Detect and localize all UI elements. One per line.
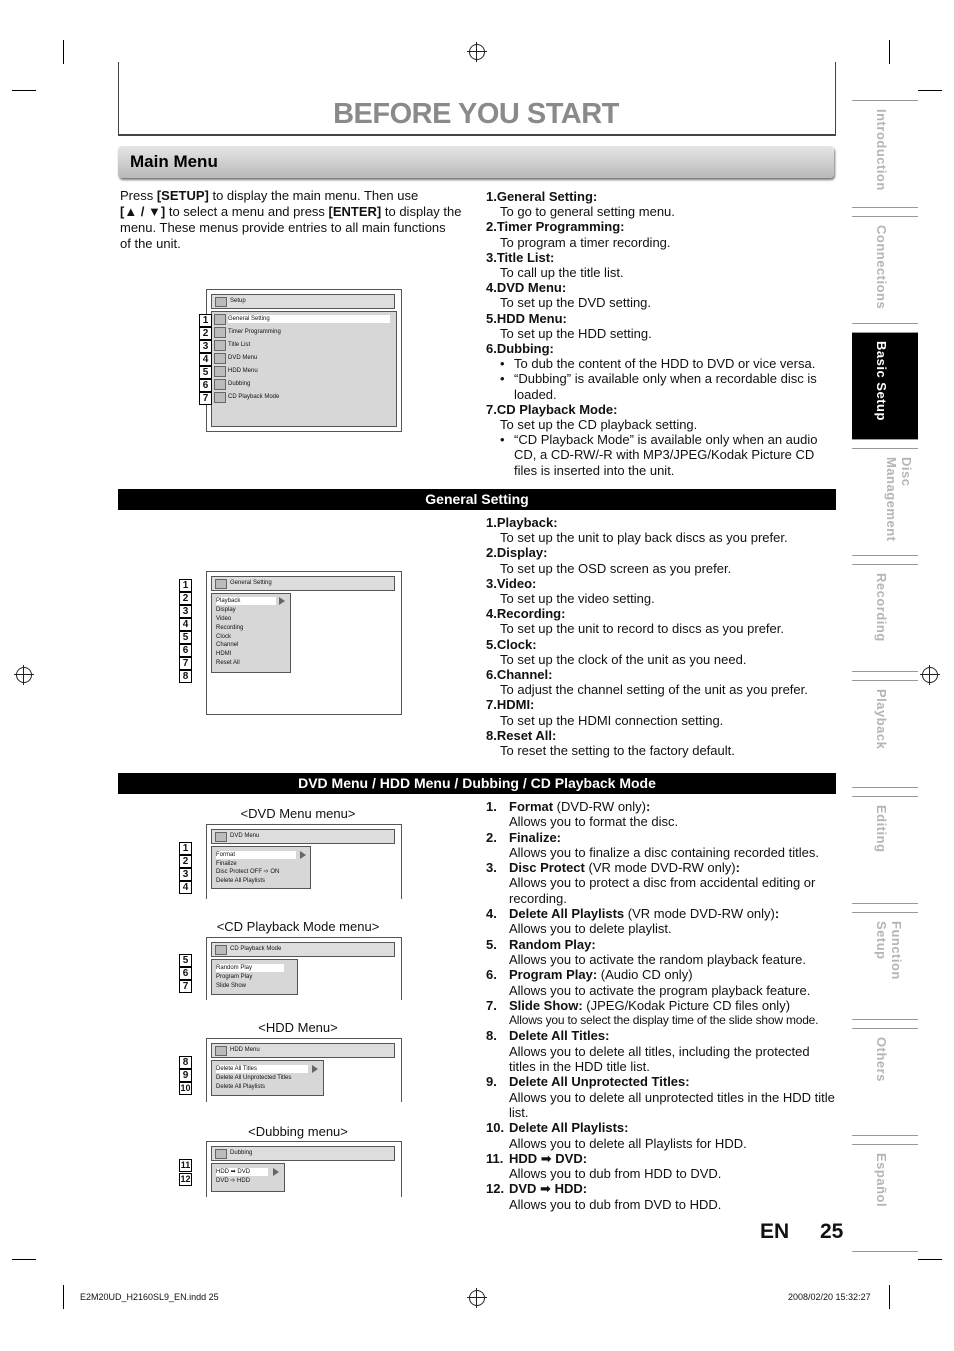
list-item — [486, 606, 836, 636]
screen-header — [211, 1146, 395, 1161]
list-item — [486, 402, 836, 478]
tab-others — [852, 1028, 918, 1136]
item-desc: Allows you to dub from HDD to DVD. — [509, 1166, 722, 1182]
setup-icon — [215, 297, 227, 307]
list-item — [486, 906, 838, 937]
item-title: Delete All Playlists — [509, 906, 625, 922]
crop-mark — [63, 1285, 64, 1309]
enter-key: [ENTER] — [328, 204, 382, 219]
menu-item: Random Play — [216, 964, 284, 972]
item-desc: To set up the DVD setting. — [500, 295, 652, 311]
setup-screen — [206, 289, 402, 432]
item-title: DVD Menu: — [496, 280, 567, 296]
crop-mark — [63, 40, 64, 64]
item-note: (VR mode DVD-RW only) — [584, 860, 736, 876]
item-title: Delete All Playlists: — [509, 1120, 629, 1136]
callout-badge: 9 — [179, 1069, 192, 1082]
list-item — [486, 219, 836, 249]
item-desc: To set up the video setting. — [500, 591, 655, 607]
crop-mark — [889, 40, 890, 64]
screen-header — [211, 1043, 395, 1058]
cd-menu-list — [211, 959, 298, 995]
menu-item: Timer Programming — [228, 329, 281, 335]
item-number: 4. — [486, 280, 497, 296]
item-title: Format — [509, 799, 554, 814]
item-desc: To go to general setting menu. — [500, 204, 675, 220]
item-title: Recording: — [496, 606, 566, 622]
menu-item: HDMI — [216, 651, 232, 657]
item-number: 12. — [486, 1181, 505, 1197]
item-desc: To reset the setting to the factory default. — [500, 743, 735, 759]
registration-mark-icon — [469, 1290, 485, 1306]
menu-item: HDD Menu — [228, 368, 258, 374]
callout-badge: 1 — [179, 579, 192, 592]
callout-badge: 4 — [179, 618, 192, 631]
clock-icon — [214, 327, 226, 338]
menu-item: Reset All — [216, 660, 240, 666]
crop-mark — [12, 90, 36, 91]
list-item — [486, 1120, 838, 1151]
list-item — [486, 515, 836, 545]
menu-item: Display — [216, 607, 236, 613]
item-number: 8. — [486, 727, 497, 743]
item-number: 11. — [486, 1150, 504, 1166]
screen-header-label: General Setting — [230, 580, 272, 586]
item-title: Clock: — [496, 636, 537, 652]
item-note: (JPEG/Kodak Picture CD files only) — [582, 997, 791, 1013]
screen-header-label: CD Playback Mode — [230, 946, 282, 952]
screen-header-label: HDD Menu — [230, 1047, 260, 1053]
list-item — [486, 1151, 838, 1182]
dvd-menu-caption: <DVD Menu menu> — [240, 806, 356, 821]
item-number: 7. — [486, 697, 497, 713]
tab-label: Basic Setup — [874, 341, 889, 421]
tab-label: Connections — [874, 225, 889, 310]
callout-badge: 8 — [179, 670, 192, 683]
general-setting-screen — [206, 571, 402, 715]
item-number: 4. — [486, 906, 497, 922]
item-title: Timer Programming: — [496, 219, 625, 235]
intro-text: to select a menu and press — [165, 204, 329, 219]
item-title: Reset All: — [496, 727, 557, 743]
menu-item: Delete All Titles — [216, 1065, 308, 1073]
item-title: General Setting: — [496, 189, 598, 204]
menu-item: Playback — [216, 597, 276, 605]
screen-header — [211, 942, 395, 957]
item-note: (VR mode DVD-RW only) — [624, 906, 775, 922]
intro-text: menu. These menus provide entries to all main functions — [120, 220, 446, 235]
cd-menu-screen — [206, 937, 402, 1000]
dvd-hdd-bar: DVD Menu / HDD Menu / Dubbing / CD Playback Mode — [118, 773, 836, 794]
list-item — [486, 341, 836, 402]
right-arrow-icon — [300, 851, 306, 859]
list-item — [486, 667, 836, 697]
dubbing-icon — [215, 1149, 227, 1159]
disc-icon — [214, 353, 226, 364]
item-desc: Allows you to delete all unprotected titles in the HDD title list. — [509, 1089, 835, 1120]
wrench-icon — [214, 314, 226, 325]
hdd-menu-screen — [206, 1038, 402, 1102]
tab-label: Recording — [874, 573, 889, 642]
right-arrow-icon — [312, 1065, 318, 1073]
item-desc: To set up the unit to play back discs as you prefer. — [500, 530, 788, 546]
item-number: 3. — [486, 860, 497, 876]
callout-badge: 3 — [199, 340, 212, 353]
crop-mark — [889, 1285, 890, 1309]
menu-item: Recording — [216, 625, 244, 631]
hdd-menu-list — [211, 1060, 324, 1096]
item-desc: Allows you to format the disc. — [509, 814, 679, 830]
menu-item: HDD ➡ DVD — [216, 1168, 268, 1176]
list-icon — [214, 340, 226, 351]
arrow-keys: [▲ / ▼] — [120, 204, 166, 219]
intro-text: to display the main menu. Then use — [208, 188, 419, 203]
item-desc: Allows you to delete all Playlists for HDD. — [509, 1135, 747, 1151]
screen-header-label: DVD Menu — [230, 833, 260, 839]
menu-item: Video — [216, 616, 232, 622]
item-desc: To set up the OSD screen as you prefer. — [500, 560, 732, 576]
item-desc: To set up the HDD setting. — [500, 325, 652, 341]
footer-file: E2M20UD_H2160SL9_EN.indd 25 — [80, 1292, 219, 1302]
tab-editing — [852, 796, 918, 904]
menu-item: Delete All Playlists — [216, 1084, 266, 1090]
callout-badge: 5 — [199, 366, 212, 379]
general-setting-descriptions — [486, 515, 836, 758]
item-desc: Allows you to select the display time of the slide show mode. — [509, 1013, 819, 1028]
bullet-text: • “Dubbing” is available only when a recordable disc is loaded. — [500, 371, 836, 401]
item-title: HDMI: — [496, 697, 535, 713]
menu-item: Slide Show — [216, 983, 247, 989]
general-setting-menu-list — [211, 593, 291, 673]
main-menu-descriptions — [486, 189, 836, 478]
callout-badge: 4 — [179, 881, 192, 894]
tab-label: Introduction — [874, 109, 889, 191]
menu-item: Delete All Playlists — [216, 878, 266, 884]
tab-label: Editing — [874, 805, 889, 853]
item-number: 6. — [486, 341, 497, 357]
cd-icon — [214, 392, 226, 403]
dubbing-icon — [214, 379, 226, 390]
item-desc: To set up the unit to record to discs as you prefer. — [500, 621, 784, 637]
disc-icon — [215, 832, 227, 842]
list-item — [486, 311, 836, 341]
list-item — [486, 189, 836, 219]
screen-header — [211, 576, 395, 591]
item-title: Playback: — [496, 515, 558, 530]
list-item — [486, 998, 838, 1029]
menu-item: Delete All Unprotected Titles — [216, 1075, 292, 1081]
list-item — [486, 250, 836, 280]
main-menu-heading: Main Menu — [130, 152, 218, 171]
tab-label: Function Setup — [874, 921, 904, 980]
callout-badge: 6 — [179, 967, 192, 980]
item-title: Delete All Unprotected Titles: — [509, 1074, 690, 1090]
callout-badge: 6 — [199, 379, 212, 392]
item-desc: To set up the clock of the unit as you need. — [500, 651, 747, 667]
item-title: Display: — [496, 545, 548, 561]
item-desc: Allows you to delete playlist. — [509, 921, 672, 937]
item-number: 1. — [486, 515, 497, 530]
item-colon: : — [774, 906, 780, 922]
page-title: BEFORE YOU START — [333, 98, 619, 130]
item-number: 5. — [486, 636, 497, 652]
hdd-icon — [214, 366, 226, 377]
item-number: 3. — [486, 575, 497, 591]
list-item — [486, 967, 838, 998]
item-title: Slide Show: — [509, 997, 583, 1013]
tab-espanol — [852, 1144, 918, 1252]
menu-item: General Setting — [228, 315, 390, 323]
item-title: Program Play: — [509, 967, 598, 983]
item-title: Disc Protect — [509, 860, 585, 876]
tab-connections — [852, 216, 918, 324]
menu-item: Clock — [216, 634, 232, 640]
item-desc: To program a timer recording. — [500, 234, 671, 250]
callout-badge: 7 — [179, 657, 192, 670]
dvd-menu-screen — [206, 824, 402, 899]
language-code: EN — [760, 1220, 790, 1243]
item-colon: : — [646, 799, 651, 814]
item-desc: Allows you to activate the program playback feature. — [509, 982, 811, 998]
callout-badge: 2 — [179, 855, 192, 868]
list-item — [486, 830, 838, 861]
hdd-menu-caption: <HDD Menu> — [258, 1020, 338, 1035]
list-item — [486, 637, 836, 667]
dubbing-menu-caption: <Dubbing menu> — [248, 1124, 348, 1139]
callout-badge: 3 — [179, 868, 192, 881]
item-title: HDD Menu: — [496, 310, 567, 326]
list-item — [486, 697, 836, 727]
item-desc: To adjust the channel setting of the unit as you prefer. — [500, 682, 808, 698]
callout-badge: 4 — [199, 353, 212, 366]
cd-menu-caption: <CD Playback Mode menu> — [216, 919, 380, 934]
item-number: 3. — [486, 249, 497, 265]
main-menu-heading-bar — [118, 146, 834, 178]
item-title: Delete All Titles: — [509, 1028, 610, 1044]
item-desc: Allows you to finalize a disc containing recorded titles. — [509, 844, 819, 860]
intro-text: of the unit. — [120, 236, 181, 251]
footer-date: 2008/02/20 15:32:27 — [788, 1292, 871, 1302]
menu-item: Dubbing — [228, 381, 251, 387]
crop-mark — [12, 1259, 36, 1260]
item-number: 2. — [486, 829, 497, 845]
menu-item: DVD Menu — [228, 355, 258, 361]
crop-mark — [918, 90, 942, 91]
item-desc: Allows you to activate the random playback feature. — [509, 951, 806, 967]
item-note: (Audio CD only) — [597, 967, 693, 983]
item-title: Channel: — [496, 667, 553, 683]
item-number: 6. — [486, 667, 497, 683]
bullet-text: • “CD Playback Mode” is available only when an audio CD, a CD-RW/-R with MP3/JPEG/Kodak Picture CD files is inserted into the unit. — [500, 432, 836, 478]
callout-badge: 6 — [179, 644, 192, 657]
setup-key: [SETUP] — [156, 188, 209, 203]
screen-header-label: Dubbing — [230, 1150, 253, 1156]
list-item — [486, 860, 838, 906]
tab-disc-management — [852, 448, 918, 556]
list-item — [486, 1181, 838, 1212]
general-setting-bar: General Setting — [118, 489, 836, 510]
tab-recording — [852, 564, 918, 672]
setup-menu-list — [211, 311, 397, 427]
item-desc: Allows you to delete all titles, including the protected titles in the HDD title list. — [509, 1043, 810, 1075]
right-arrow-icon — [279, 597, 285, 605]
list-item — [486, 937, 838, 968]
list-item — [486, 1074, 838, 1120]
item-number: 7. — [486, 997, 497, 1013]
intro-text: Press — [120, 188, 157, 203]
tab-label: Playback — [874, 689, 889, 750]
tab-label: Disc Management — [884, 457, 914, 542]
list-item — [486, 280, 836, 310]
item-colon: : — [735, 860, 740, 876]
registration-mark-icon — [469, 44, 485, 60]
menu-item: Title List — [228, 342, 251, 348]
tab-basic-setup — [852, 332, 918, 440]
tab-function-setup — [852, 912, 918, 1020]
wrench-icon — [215, 579, 227, 589]
item-number: 5. — [486, 310, 497, 326]
callout-badge: 5 — [179, 631, 192, 644]
list-item — [486, 576, 836, 606]
callout-badge: 11 — [180, 1160, 191, 1170]
item-title: Video: — [496, 575, 537, 591]
callout-badge: 1 — [199, 314, 212, 327]
item-number: 9. — [486, 1074, 497, 1090]
menu-item: CD Playback Mode — [228, 394, 280, 400]
registration-mark-icon — [16, 667, 32, 683]
list-item — [486, 1028, 838, 1074]
item-desc: To call up the title list. — [500, 265, 624, 281]
menu-item: Finalize — [216, 861, 237, 867]
item-desc: To set up the CD playback setting. — [500, 417, 698, 433]
item-title: Random Play: — [509, 936, 596, 952]
item-title: Finalize: — [509, 829, 562, 845]
crop-mark — [918, 1259, 942, 1260]
item-number: 8. — [486, 1028, 497, 1044]
callout-badge: 10 — [180, 1083, 191, 1093]
list-item — [486, 799, 838, 830]
menu-item: Disc Protect OFF ➩ ON — [216, 869, 280, 875]
dubbing-menu-screen — [206, 1141, 402, 1197]
list-item — [486, 728, 836, 758]
right-arrow-icon — [273, 1168, 279, 1176]
item-desc: Allows you to dub from DVD to HDD. — [509, 1196, 722, 1212]
hdd-icon — [215, 1046, 227, 1056]
tab-label: Others — [874, 1037, 889, 1082]
item-number: 6. — [486, 967, 497, 983]
item-title: CD Playback Mode: — [496, 401, 618, 417]
bullet-text: • To dub the content of the HDD to DVD or vice versa. — [500, 356, 836, 371]
intro-text: to display the — [381, 204, 462, 219]
item-desc: To set up the HDMI connection setting. — [500, 712, 724, 728]
callout-badge: 7 — [179, 980, 192, 993]
item-number: 4. — [486, 606, 497, 622]
tab-introduction — [852, 100, 918, 208]
item-title: DVD ➡ HDD: — [509, 1181, 588, 1197]
screen-header — [211, 294, 395, 309]
item-title: Dubbing: — [496, 341, 554, 357]
item-note: (DVD-RW only) — [553, 799, 646, 814]
item-desc: Allows you to protect a disc from accidental editing or recording. — [509, 875, 816, 906]
dvd-hdd-descriptions — [486, 799, 838, 1212]
callout-badge: 8 — [179, 1056, 192, 1069]
item-number: 7. — [486, 401, 497, 417]
page-number: 25 — [820, 1220, 844, 1243]
callout-badge: 2 — [179, 592, 192, 605]
item-number: 5. — [486, 936, 497, 952]
menu-item: DVD ➩ HDD — [216, 1178, 251, 1184]
item-number: 2. — [486, 219, 497, 235]
list-item — [486, 545, 836, 575]
item-title: HDD ➡ DVD: — [509, 1150, 588, 1166]
menu-item: Program Play — [216, 974, 253, 980]
dvd-menu-list — [211, 846, 311, 889]
cd-icon — [215, 945, 227, 955]
callout-badge: 2 — [199, 327, 212, 340]
item-number: 2. — [486, 545, 497, 561]
menu-item: Channel — [216, 642, 239, 648]
callout-badge: 5 — [179, 954, 192, 967]
callout-badge: 1 — [179, 842, 192, 855]
item-number: 10. — [486, 1120, 505, 1136]
registration-mark-icon — [922, 667, 938, 683]
screen-header-label: Setup — [230, 298, 246, 304]
callout-badge: 12 — [180, 1174, 191, 1184]
item-number: 1. — [486, 799, 497, 814]
menu-item: Format — [216, 851, 296, 859]
item-title: Title List: — [496, 249, 555, 265]
callout-badge: 7 — [199, 392, 212, 405]
screen-header — [211, 829, 395, 844]
tab-playback — [852, 680, 918, 788]
main-menu-intro — [120, 188, 470, 252]
tab-label: Español — [874, 1153, 889, 1208]
dubbing-menu-list — [211, 1163, 285, 1192]
callout-badge: 3 — [179, 605, 192, 618]
item-number: 1. — [486, 189, 497, 204]
